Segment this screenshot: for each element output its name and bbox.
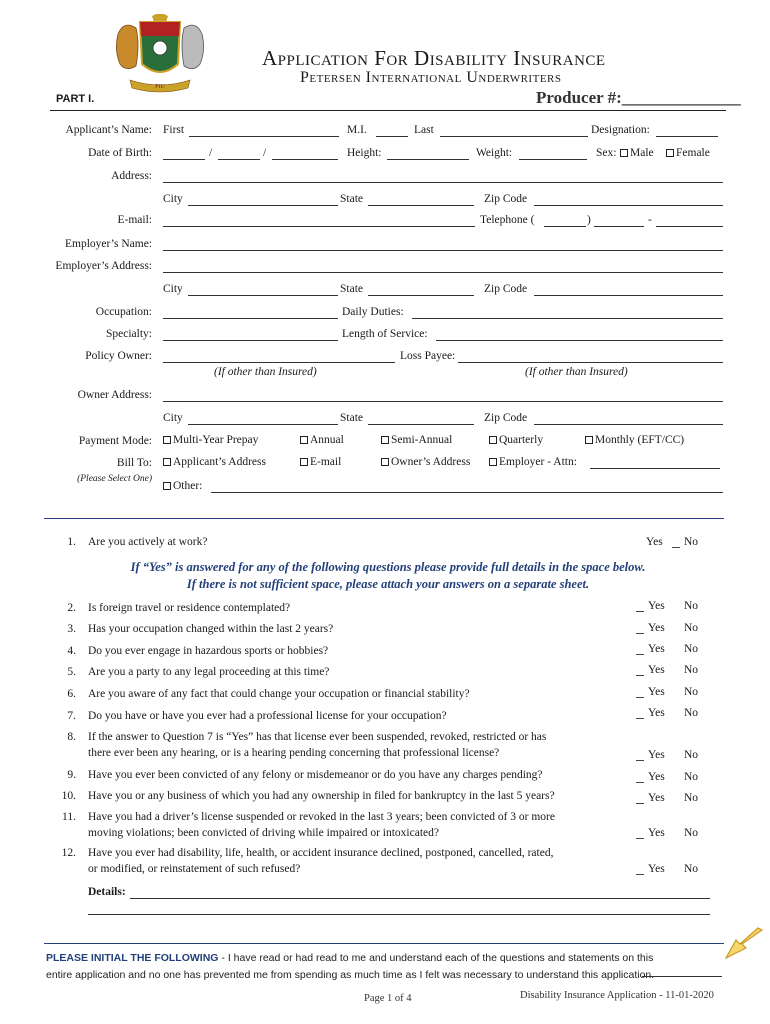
no-option[interactable]: No xyxy=(684,827,699,839)
employer-city-field[interactable] xyxy=(188,295,338,296)
employer-name-label: Employer’s Name: xyxy=(65,238,152,250)
question-text: Is foreign travel or residence contemplated? xyxy=(88,602,291,614)
question-number: 9. xyxy=(67,769,76,781)
question-text: If the answer to Question 7 is “Yes” has that license ever been suspended, revoked, restricted or has xyxy=(88,731,547,743)
answer-checkbox-mark[interactable] xyxy=(636,874,644,875)
question-text: Do you have or have you ever had a professional license for your occupation? xyxy=(88,710,447,722)
answer-checkbox-mark[interactable] xyxy=(636,633,644,634)
question-text: Has your occupation changed within the last 2 years? xyxy=(88,623,334,635)
city-label: City xyxy=(163,193,183,205)
dob-day-field[interactable] xyxy=(218,159,260,160)
loss-payee-label: Loss Payee: xyxy=(400,350,456,362)
mi-label: M.I. xyxy=(347,124,367,136)
weight-field[interactable] xyxy=(519,159,587,160)
dob-month-field[interactable] xyxy=(163,159,205,160)
tel-close-paren: ) xyxy=(587,214,591,226)
question-text: Are you actively at work? xyxy=(88,536,208,548)
phone-line-field[interactable] xyxy=(656,226,723,227)
no-option[interactable]: No xyxy=(684,622,699,634)
last-name-field[interactable] xyxy=(440,136,588,137)
bill-email-option[interactable]: E-mail xyxy=(300,456,341,468)
initial-heading: PLEASE INITIAL THE FOLLOWING xyxy=(46,952,219,964)
sex-female-option[interactable]: Female xyxy=(666,147,710,159)
question-text: Have you ever had disability, life, health, or accident insurance declined, postponed, cancelled, rated, xyxy=(88,847,554,859)
checkbox-icon[interactable] xyxy=(300,436,308,444)
notice-line-2: If there is not sufficient space, please attach your answers on a separate sheet. xyxy=(186,577,590,591)
no-option[interactable]: No xyxy=(684,686,699,698)
section-divider xyxy=(44,518,724,519)
employer-state-field[interactable] xyxy=(368,295,474,296)
yes-option[interactable]: Yes xyxy=(648,600,665,612)
question-text: moving violations; been convicted of driving while impaired or intoxicated? xyxy=(88,827,439,839)
checkbox-icon[interactable] xyxy=(381,436,389,444)
dob-slash-1: / xyxy=(209,147,213,159)
employer-address-field[interactable] xyxy=(163,272,723,273)
checkbox-icon[interactable] xyxy=(163,458,171,466)
checkbox-icon[interactable] xyxy=(163,436,171,444)
bill-to-label: Bill To: xyxy=(116,457,152,469)
pm-annual-option[interactable]: Annual xyxy=(300,434,344,446)
no-option[interactable]: No xyxy=(684,707,699,719)
occupation-field[interactable] xyxy=(163,318,338,319)
designation-label: Designation: xyxy=(591,124,650,136)
height-field[interactable] xyxy=(387,159,469,160)
employer-attn-field[interactable] xyxy=(590,468,720,469)
question-number: 12. xyxy=(61,847,76,859)
checkbox-icon[interactable] xyxy=(489,458,497,466)
details-label: Details: xyxy=(88,886,126,898)
no-option[interactable]: No xyxy=(684,771,699,783)
bill-other-field[interactable] xyxy=(211,492,723,493)
owner-zip-label: Zip Code xyxy=(484,412,528,424)
yes-option[interactable]: Yes xyxy=(648,863,665,875)
question-text: Have you ever been convicted of any felony or misdemeanor or do you have any charges pending? xyxy=(88,769,543,781)
producer-field[interactable]: Producer #:______________ xyxy=(536,88,741,107)
first-label: First xyxy=(163,124,185,136)
policy-owner-field[interactable] xyxy=(163,362,395,363)
checkbox-icon[interactable] xyxy=(666,149,674,157)
question-text: there ever been any hearing, or is a hearing pending concerning that professional license? xyxy=(88,747,500,759)
loss-payee-field[interactable] xyxy=(458,362,723,363)
answer-checkbox-mark[interactable] xyxy=(636,675,644,676)
loss-payee-note: (If other than Insured) xyxy=(525,366,628,378)
question-number: 8. xyxy=(67,731,76,743)
pm-semi-annual-option[interactable]: Semi-Annual xyxy=(381,434,452,446)
question-number: 3. xyxy=(67,623,76,635)
length-service-field[interactable] xyxy=(436,340,723,341)
sex-male-option[interactable]: Male xyxy=(620,147,654,159)
city-field[interactable] xyxy=(188,205,338,206)
checkbox-icon[interactable] xyxy=(163,482,171,490)
applicant-name-label: Applicant’s Name: xyxy=(65,124,152,136)
designation-field[interactable] xyxy=(656,136,718,137)
checkbox-icon[interactable] xyxy=(489,436,497,444)
owner-state-label: State xyxy=(340,412,363,424)
part-label: PART I. xyxy=(56,93,95,105)
logo-ribbon-text: PIU xyxy=(155,84,165,90)
address-field[interactable] xyxy=(163,182,723,183)
employer-state-label: State xyxy=(340,283,363,295)
pm-multi-year-option[interactable]: Multi-Year Prepay xyxy=(163,434,258,446)
last-label: Last xyxy=(414,124,434,136)
please-select-note: (Please Select One) xyxy=(77,474,152,484)
yes-option[interactable]: Yes xyxy=(648,686,665,698)
employer-name-field[interactable] xyxy=(163,250,723,251)
checkbox-icon[interactable] xyxy=(381,458,389,466)
pm-monthly-option[interactable]: Monthly (EFT/CC) xyxy=(585,434,684,446)
form-title: Application For Disability Insurance xyxy=(262,46,606,70)
state-label: State xyxy=(340,193,363,205)
dob-slash-2: / xyxy=(263,147,267,159)
question-number: 11. xyxy=(62,811,76,823)
email-label: E-mail: xyxy=(117,214,152,226)
initial-divider xyxy=(44,943,724,944)
daily-duties-label: Daily Duties: xyxy=(342,306,404,318)
answer-checkbox-mark[interactable] xyxy=(636,697,644,698)
dob-label: Date of Birth: xyxy=(88,147,152,159)
details-field-line-2[interactable] xyxy=(88,914,710,915)
sex-label: Sex: xyxy=(596,147,617,159)
first-name-field[interactable] xyxy=(189,136,339,137)
form-version: Disability Insurance Application - 11-01-2020 xyxy=(520,990,714,1001)
payment-mode-label: Payment Mode: xyxy=(78,435,152,447)
bill-other-option[interactable]: Other: xyxy=(163,480,202,492)
bill-employer-option[interactable]: Employer - Attn: xyxy=(489,456,577,468)
policy-owner-label: Policy Owner: xyxy=(85,350,152,362)
daily-duties-field[interactable] xyxy=(412,318,723,319)
question-text: Have you had a driver’s license suspended or revoked in the last 3 years; been convicted of 3 or more xyxy=(88,811,555,823)
question-text: Do you ever engage in hazardous sports or hobbies? xyxy=(88,645,329,657)
yes-option[interactable]: Yes xyxy=(648,749,665,761)
weight-label: Weight: xyxy=(476,147,513,159)
bill-applicant-option[interactable]: Applicant’s Address xyxy=(163,456,266,468)
telephone-label: Telephone ( xyxy=(480,214,535,226)
dob-year-field[interactable] xyxy=(272,159,338,160)
answer-checkbox-mark[interactable] xyxy=(636,611,644,612)
header-divider xyxy=(50,110,726,111)
bill-owner-option[interactable]: Owner’s Address xyxy=(381,456,470,468)
yes-option[interactable]: Yes xyxy=(648,792,665,804)
checkbox-icon[interactable] xyxy=(585,436,593,444)
specialty-label: Specialty: xyxy=(106,328,152,340)
question-number: 4. xyxy=(67,645,76,657)
address-label: Address: xyxy=(111,170,152,182)
answer-checkbox-mark[interactable] xyxy=(636,782,644,783)
zip-label: Zip Code xyxy=(484,193,528,205)
employer-zip-field[interactable] xyxy=(534,295,723,296)
answer-checkbox-mark[interactable] xyxy=(636,838,644,839)
email-field[interactable] xyxy=(163,226,475,227)
question-number: 5. xyxy=(67,666,76,678)
no-option[interactable]: No xyxy=(684,792,699,804)
initial-statement-line-1: PLEASE INITIAL THE FOLLOWING - I have read or had read to me and understand each of the questions and statements on this xyxy=(46,952,654,964)
yes-option[interactable]: Yes xyxy=(648,622,665,634)
specialty-field[interactable] xyxy=(163,340,338,341)
yes-option[interactable]: Yes xyxy=(648,827,665,839)
owner-zip-field[interactable] xyxy=(534,424,723,425)
height-label: Height: xyxy=(347,147,382,159)
owner-state-field[interactable] xyxy=(368,424,474,425)
length-service-label: Length of Service: xyxy=(342,328,428,340)
answer-checkbox-mark[interactable] xyxy=(636,718,644,719)
yes-option[interactable]: Yes xyxy=(648,771,665,783)
question-number: 10. xyxy=(61,790,76,802)
question-text: or modified, or reinstatement of such refused? xyxy=(88,863,301,875)
no-option[interactable]: No xyxy=(684,664,699,676)
owner-city-label: City xyxy=(163,412,183,424)
answer-checkbox-mark[interactable] xyxy=(636,803,644,804)
yes-option[interactable]: Yes xyxy=(648,643,665,655)
checkbox-icon[interactable] xyxy=(300,458,308,466)
question-number: 7. xyxy=(67,710,76,722)
question-number: 2. xyxy=(67,602,76,614)
no-option[interactable]: No xyxy=(684,749,699,761)
owner-city-field[interactable] xyxy=(188,424,338,425)
page-number: Page 1 of 4 xyxy=(364,993,412,1004)
pm-quarterly-option[interactable]: Quarterly xyxy=(489,434,543,446)
initial-statement-line-2: entire application and no one has prevented me from spending as much time as I felt was necessary to understand this application. xyxy=(46,969,655,981)
no-option[interactable]: No xyxy=(684,600,699,612)
state-field[interactable] xyxy=(368,205,474,206)
owner-address-field[interactable] xyxy=(163,401,723,402)
zip-field[interactable] xyxy=(534,205,723,206)
initials-field[interactable] xyxy=(642,976,722,977)
sign-here-arrow-icon xyxy=(722,926,766,967)
policy-owner-note: (If other than Insured) xyxy=(214,366,317,378)
no-option[interactable]: No xyxy=(684,536,699,548)
employer-city-label: City xyxy=(163,283,183,295)
form-subtitle: Petersen International Underwriters xyxy=(300,69,562,86)
answer-checkbox-mark[interactable] xyxy=(672,547,680,548)
question-text: Have you or any business of which you had any ownership in filed for bankruptcy in the last 5 years? xyxy=(88,790,555,802)
employer-address-label: Employer’s Address: xyxy=(55,260,152,272)
answer-checkbox-mark[interactable] xyxy=(636,654,644,655)
yes-option[interactable]: Yes xyxy=(648,707,665,719)
occupation-label: Occupation: xyxy=(95,306,152,318)
yes-option[interactable]: Yes xyxy=(646,536,663,548)
no-option[interactable]: No xyxy=(684,863,699,875)
answer-checkbox-mark[interactable] xyxy=(636,760,644,761)
question-number: 1. xyxy=(67,536,76,548)
notice-line-1: If “Yes” is answered for any of the following questions please provide full details in the space below. xyxy=(130,560,646,574)
checkbox-icon[interactable] xyxy=(620,149,628,157)
mi-field[interactable] xyxy=(376,136,408,137)
details-field-line-1[interactable] xyxy=(130,898,710,899)
company-logo xyxy=(110,14,210,96)
no-option[interactable]: No xyxy=(684,643,699,655)
question-number: 6. xyxy=(67,688,76,700)
question-text: Are you aware of any fact that could change your occupation or financial stability? xyxy=(88,688,470,700)
area-code-field[interactable] xyxy=(544,226,586,227)
tel-dash: - xyxy=(648,214,652,226)
yes-option[interactable]: Yes xyxy=(648,664,665,676)
owner-address-label: Owner Address: xyxy=(77,389,152,401)
question-text: Are you a party to any legal proceeding at this time? xyxy=(88,666,330,678)
employer-zip-label: Zip Code xyxy=(484,283,528,295)
phone-prefix-field[interactable] xyxy=(594,226,644,227)
